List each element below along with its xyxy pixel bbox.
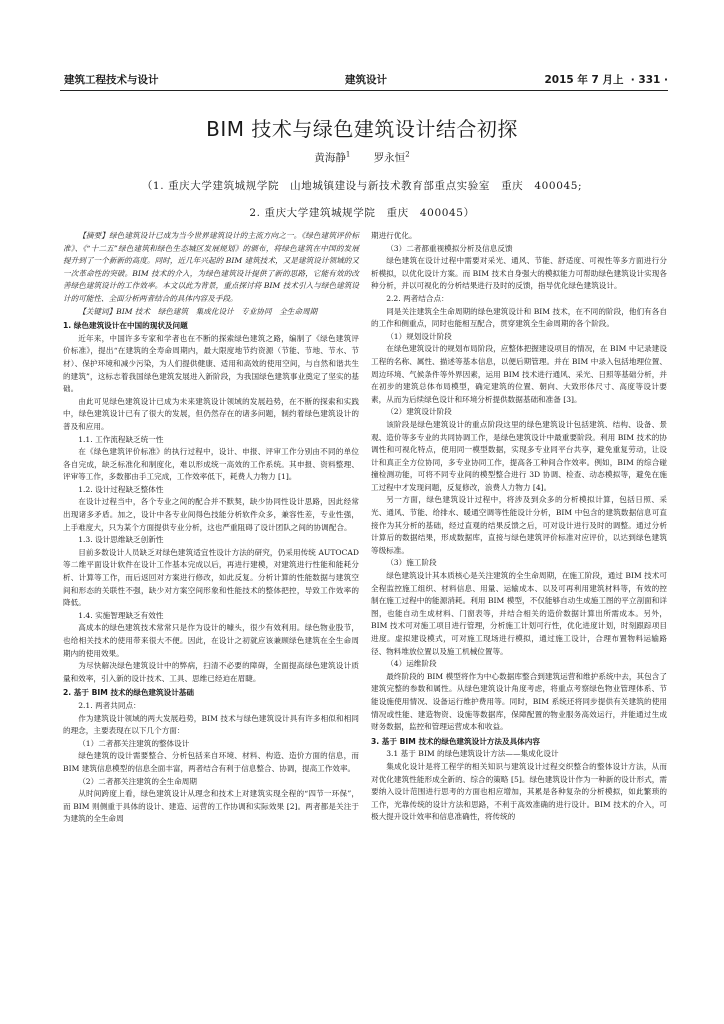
keywords: 【关键词】BIM 技术 绿色建筑 集成化设计 专业协同 全生命周期: [78, 306, 318, 316]
paragraph: （1）规划设计阶段: [386, 331, 452, 341]
paragraph: 目前多数设计人员缺乏对绿色建筑适宜性设计方法的研究，仍采用传统 AUTOCAD 等二维平面设计软件在设计工作基本完成以后，再进行建模，对建筑进行性能和能耗分析、计算等工作，而后返回对方案进行修改，如此反复。分析计算的性能数据与建筑空间和形态的关联性不强，缺少对方案空间形象和性能技术的整体把控，导致工作效率的降低。: [63, 547, 359, 608]
issue-and-page: [544, 72, 668, 87]
affiliation-2: 2. 重庆大学建筑城规学院 重庆 400045）: [249, 207, 475, 219]
author-line: [0, 150, 724, 165]
paragraph: 绿色建筑的设计需要整合、分析包括来自环境、材料、构造、造价方面的信息，而 BIM 建筑信息模型的信息全面丰富，两者结合有利于信息整合、协调，提高工作效率。: [63, 751, 359, 773]
paragraph: 2.2. 两者结合点：: [386, 293, 449, 303]
paragraph: 期进行优化。: [371, 231, 417, 240]
section-name: 建筑设计: [345, 74, 387, 86]
article-title: BIM 技术与绿色建筑设计结合初探: [206, 117, 518, 141]
author-2: 罗永恒: [373, 152, 406, 164]
paragraph: 同是关注建筑全生命周期的绿色建筑设计和 BIM 技术，在不同的阶段，他们有各自的工作和侧重点，同时也能相互配合，贯穿建筑全生命周期的各个阶段。: [371, 306, 667, 329]
section-heading: 1. 绿色建筑设计在中国的现状及问题: [63, 321, 188, 331]
author-1: 黄海静: [314, 152, 346, 164]
paragraph: 近年来，中国许多专家和学者也在不断的探索绿色建筑之路，编制了《绿色建筑评价标准》，提出“在建筑的全寿命周期内，最大限度地节约资源（节能、节地、节水、节材）、保护环境和减少污染，为人们提供健康、适用和高效的使用空间，与自然和谐共生的建筑”，这标志着我国绿色建筑发展进入新阶段，为我国绿色建筑事业奠定了坚实的基础。: [63, 333, 359, 394]
paragraph: （4）运维阶段: [386, 659, 437, 669]
paragraph: 高成本的绿色建筑技术常常只是作为设计的噱头，很少有效利用。绿色物业股节，也给相关技术的使用带来很大不便。因此，在设计之初就应该兼顾绿色建筑在全生命周期内的使用效果。: [63, 623, 359, 658]
paragraph: 作为建筑设计领域的两大发展趋势，BIM 技术与绿色建筑设计具有许多相似和相同的理念，主要表现在以下几个方面：: [63, 713, 359, 736]
paragraph: 该阶段是绿色建筑设计的重点阶段这里的绿色建筑设计包括建筑、结构、设备、景观、造价等多专业的共同协调工作，是绿色建筑设计中最重要阶段。利用 BIM 技术的协调性和可视化特点，使用同一模型数据，实现多专业同平台共享，避免重复劳动，让设计和真正全方位协同，多专业协同工作，提高各工种间合作效率。例如，BIM 的综合碰撞检测功能，可将不同专业间的模型整合进行 3D 协调、检查、动态模拟等，避免在施工过程中才发现问题，反复修改，浪费人力物力 [4]。: [371, 419, 667, 492]
paragraph: 1.1. 工作流程缺乏统一性: [78, 434, 164, 444]
right-column: [371, 230, 667, 824]
page-number: · 331 ·: [630, 74, 668, 86]
paragraph: 绿色建筑在设计过程中需要对采光、通风、节能、舒适度、可视性等多方面进行分析模拟，以优化设计方案。而 BIM 技术自身强大的模拟能力可帮助绿色建筑设计实现各种分析，并以可视化的分析结果进行及时的反馈，指导优化绿色建筑设计。: [371, 256, 667, 291]
paragraph: （3）二者都重视模拟分析及信息反馈: [386, 243, 513, 253]
paragraph: 在绿色建筑设计的规划布局阶段，应整体把握建设项目的情况，在 BIM 中记录建设工程的名称、属性、描述等基本信息，以便后期管理。并在 BIM 中录入包括地理位置、周边环境、气候条件等外界因素，运用 BIM 技术进行通风、采光、日照等基础分析，并在初步的建筑总体布局模型，确定建筑的位置、朝向、大致形体尺寸、高度等设计要素，从而为后续绿色设计和环境分析提供数据基础和准备 [3]。: [371, 344, 667, 404]
header-rule: [60, 90, 668, 91]
paragraph: 另一方面，绿色建筑设计过程中，将涉及到众多的分析模拟计算，包括日照、采光、通风、节能、给排水、暖通空调等性能设计分析，BIM 中包含的建筑数据信息可直接作为其分析的基础，经过直观的结果反馈之后，可对设计进行及时的调整。通过分析计算后的数据结果，形成数据库，直接与绿色建筑评价标准对应评价，以达到绿色建筑等级标准。: [371, 495, 667, 555]
paragraph: 集成化设计是将工程学的相关知识与建筑设计过程交织整合的整体设计方法，从而对优化建筑性能形成全新的、综合的策略 [5]。绿色建筑设计作为一种新的设计形式，需要纳入设计范围进行思考的方面也相应增加，其累是各种复杂的分析模拟，如此繁琐的工作，光靠传统的设计方法和思路，不利于高效准确的进行设计。BIM 技术的介入，可极大提升设计效率和信息准确性，将传统的: [371, 761, 667, 822]
paragraph: 在设计过程当中，各个专业之间的配合并不默契，缺少协同性设计思路，因此经常出现诸多矛盾。加之，设计中各专业间得色技能分析软件众多，兼容性差，专业性强，上手难度大，只为某个方面提供专业分析，这也严重阻碍了设计团队之间的协调配合。: [63, 497, 359, 532]
issue-date: 2015 年 7 月上: [544, 74, 624, 86]
paragraph: （3）施工阶段: [386, 558, 437, 568]
journal-name: 建筑工程技术与设计: [64, 74, 159, 86]
affiliation-1: （1. 重庆大学建筑城规学院 山地城镇建设与新技术教育部重点实验室 重庆 400045;: [141, 180, 583, 192]
paragraph: 最终阶段的 BIM 模型将作为中心数据库整合到建筑运营和维护系统中去，其包含了建筑完整的参数和属性。从绿色建筑设计角度考虑，将重点考察绿色物业管理体系、节能设施使用情况、设备运行维护费用等。同时，BIM 系统还将同步提供有关建筑的使用情况或性能、建造物资、设施等数据库，保障配置的物业服务高效运行，并能通过生成财务数据，监控和管理运营成本和收益。: [371, 671, 667, 732]
paragraph: 为尽快解决绿色建筑设计中的弊病，扫清不必要的障碍，全面提高绿色建筑设计质量和效率，引入新的设计技术、工具、思维已经迫在眉睫。: [63, 661, 359, 683]
paragraph: 从时间跨度上看，绿色建筑设计从理念和技术上对建筑实现全程的“四节一环保”，而 BIM 则侧重于具体的设计、建造、运营的工作协调和实际效果 [2]。两者都是关注于为建筑的全生命周: [63, 789, 359, 824]
author-1-sup: 1: [345, 150, 351, 159]
paragraph: 3.1 基于 BIM 的绿色建筑设计方法——集成化设计: [386, 749, 559, 759]
paragraph: （2）二者都关注建筑的全生命周期: [78, 776, 197, 786]
paragraph: 2.1. 两者共同点：: [78, 700, 141, 710]
paragraph: 1.2. 设计过程缺乏整体性: [78, 484, 164, 494]
paragraph: 1.3. 设计思维缺乏创新性: [78, 535, 164, 545]
abstract: 【摘要】绿色建筑设计已成为当今世界建筑设计的主流方向之一。《绿色建筑评价标准》、《“十二五”绿色建筑和绿色生态城区发展规划》的颁布，将绿色建筑在中国的发展提升到了一个新新的高度。同时，近几年兴起的 BIM 建筑技术，又是建筑设计领域的又一次革命性的突破。BIM 技术的介入，为绿色建筑设计提供了新的思路，它能有效的改善绿色建筑设计的工作效率。本文以此为背景，重点探讨将 BIM 技术引入与绿色建筑设计的可能性、全面分析两者结合的具体内容及手段。: [63, 231, 359, 303]
paragraph: （2）建筑设计阶段: [386, 407, 452, 417]
section-heading: 3. 基于 BIM 技术的绿色建筑设计方法及具体内容: [371, 736, 540, 746]
paragraph: （1）二者都关注建筑的整体设计: [78, 738, 190, 748]
author-2-sup: 2: [405, 150, 410, 159]
paragraph: 绿色建筑设计其本质核心是关注建筑的全生命周期，在施工阶段，通过 BIM 技术可全程监控施工组织、材料信息、用量、运输成本、以及可再利用建筑材料等，有效的控制在施工过程中的能源消耗。利用 BIM 模型，不仅能够自动生成施工图的平立剖面和详图，也能自动生成材料、门窗表等，并结合相关的造价数据计算出所需成本。另外，BIM 技术可对施工项目进行管理，分析施工计划可行性，优化进度计划，时刻跟踪项目进度。虚拟建设模式，可对施工现场进行模拟，通过施工设计，合理布置物料运输路径、物料堆放位置以及施工机械位置等。: [371, 571, 667, 656]
running-header: [64, 72, 668, 88]
paragraph: 在《绿色建筑评价标准》的执行过程中，设计、申报、评审工作分别由不同的单位各自完成，缺乏标准化和制度化，难以形成统一高效的工作系统。其申报、资料整理、评审等工作，多数都由手工完成，工作效率低下，耗费人力物力 [1]。: [63, 447, 359, 482]
paragraph: 由此可见绿色建筑设计已成为未来建筑设计领域的发展趋势，在不断的探索和实践中，绿色建筑设计已有了很大的发展，但仍然存在的诸多问题，制约着绿色建筑设计的普及和应用。: [63, 396, 359, 431]
section-heading: 2. 基于 BIM 技术的绿色建筑设计基础: [63, 688, 194, 698]
left-column: [63, 230, 359, 826]
paragraph: 1.4. 实施智理缺乏有效性: [78, 610, 164, 620]
